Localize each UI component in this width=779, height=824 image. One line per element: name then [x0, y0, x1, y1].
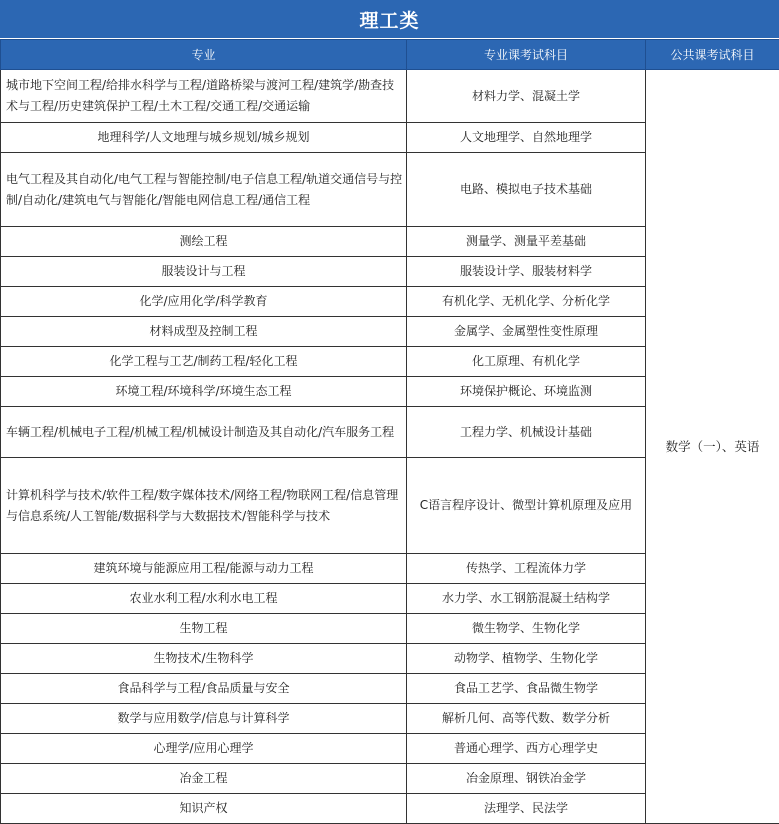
page-title: 理工类: [0, 0, 779, 39]
subject-cell: 法理学、民法学: [407, 794, 646, 824]
major-cell: 化学工程与工艺/制药工程/轻化工程: [1, 347, 407, 377]
subject-cell: 环境保护概论、环境监测: [407, 377, 646, 407]
major-cell: 食品科学与工程/食品质量与安全: [1, 674, 407, 704]
subject-cell: 微生物学、生物化学: [407, 614, 646, 644]
subjects-table: [0, 39, 779, 824]
major-cell: 建筑环境与能源应用工程/能源与动力工程: [1, 554, 407, 584]
major-cell: 计算机科学与技术/软件工程/数字媒体技术/网络工程/物联网工程/信息管理与信息系统/人工智能/数据科学与大数据技术/智能科学与技术: [1, 458, 407, 554]
table-header-row: [1, 40, 779, 70]
subject-cell: 化工原理、有机化学: [407, 347, 646, 377]
major-cell: 环境工程/环境科学/环境生态工程: [1, 377, 407, 407]
major-cell: 化学/应用化学/科学教育: [1, 287, 407, 317]
major-cell: 生物工程: [1, 614, 407, 644]
major-cell: 生物技术/生物科学: [1, 644, 407, 674]
major-cell: 数学与应用数学/信息与计算科学: [1, 704, 407, 734]
subject-cell: 水力学、水工钢筋混凝土结构学: [407, 584, 646, 614]
subject-cell: 动物学、植物学、生物化学: [407, 644, 646, 674]
major-cell: 知识产权: [1, 794, 407, 824]
table-row: [1, 70, 779, 123]
major-cell: 农业水利工程/水利水电工程: [1, 584, 407, 614]
subject-cell: 工程力学、机械设计基础: [407, 407, 646, 458]
major-cell: 材料成型及控制工程: [1, 317, 407, 347]
subject-cell: 食品工艺学、食品微生物学: [407, 674, 646, 704]
major-cell: 电气工程及其自动化/电气工程与智能控制/电子信息工程/轨道交通信号与控制/自动化/建筑电气与智能化/智能电网信息工程/通信工程: [1, 153, 407, 227]
major-cell: 城市地下空间工程/给排水科学与工程/道路桥梁与渡河工程/建筑学/勘查技术与工程/历史建筑保护工程/土木工程/交通工程/交通运输: [1, 70, 407, 123]
subject-cell: 冶金原理、钢铁冶金学: [407, 764, 646, 794]
header-common: 公共课考试科目: [646, 40, 779, 70]
header-major: 专业: [1, 40, 407, 70]
subject-cell: 解析几何、高等代数、数学分析: [407, 704, 646, 734]
major-cell: 车辆工程/机械电子工程/机械工程/机械设计制造及其自动化/汽车服务工程: [1, 407, 407, 458]
major-cell: 地理科学/人文地理与城乡规划/城乡规划: [1, 123, 407, 153]
major-cell: 冶金工程: [1, 764, 407, 794]
subject-cell: 材料力学、混凝土学: [407, 70, 646, 123]
subject-cell: 普通心理学、西方心理学史: [407, 734, 646, 764]
header-subject: 专业课考试科目: [407, 40, 646, 70]
subject-cell: 服装设计学、服装材料学: [407, 257, 646, 287]
common-subjects-cell: 数学（一）、英语: [646, 70, 779, 824]
major-cell: 心理学/应用心理学: [1, 734, 407, 764]
subject-cell: 有机化学、无机化学、分析化学: [407, 287, 646, 317]
subject-cell: C语言程序设计、微型计算机原理及应用: [407, 458, 646, 554]
major-cell: 服装设计与工程: [1, 257, 407, 287]
subject-cell: 测量学、测量平差基础: [407, 227, 646, 257]
subject-cell: 传热学、工程流体力学: [407, 554, 646, 584]
subject-cell: 人文地理学、自然地理学: [407, 123, 646, 153]
subject-cell: 电路、模拟电子技术基础: [407, 153, 646, 227]
subject-cell: 金属学、金属塑性变性原理: [407, 317, 646, 347]
major-cell: 测绘工程: [1, 227, 407, 257]
